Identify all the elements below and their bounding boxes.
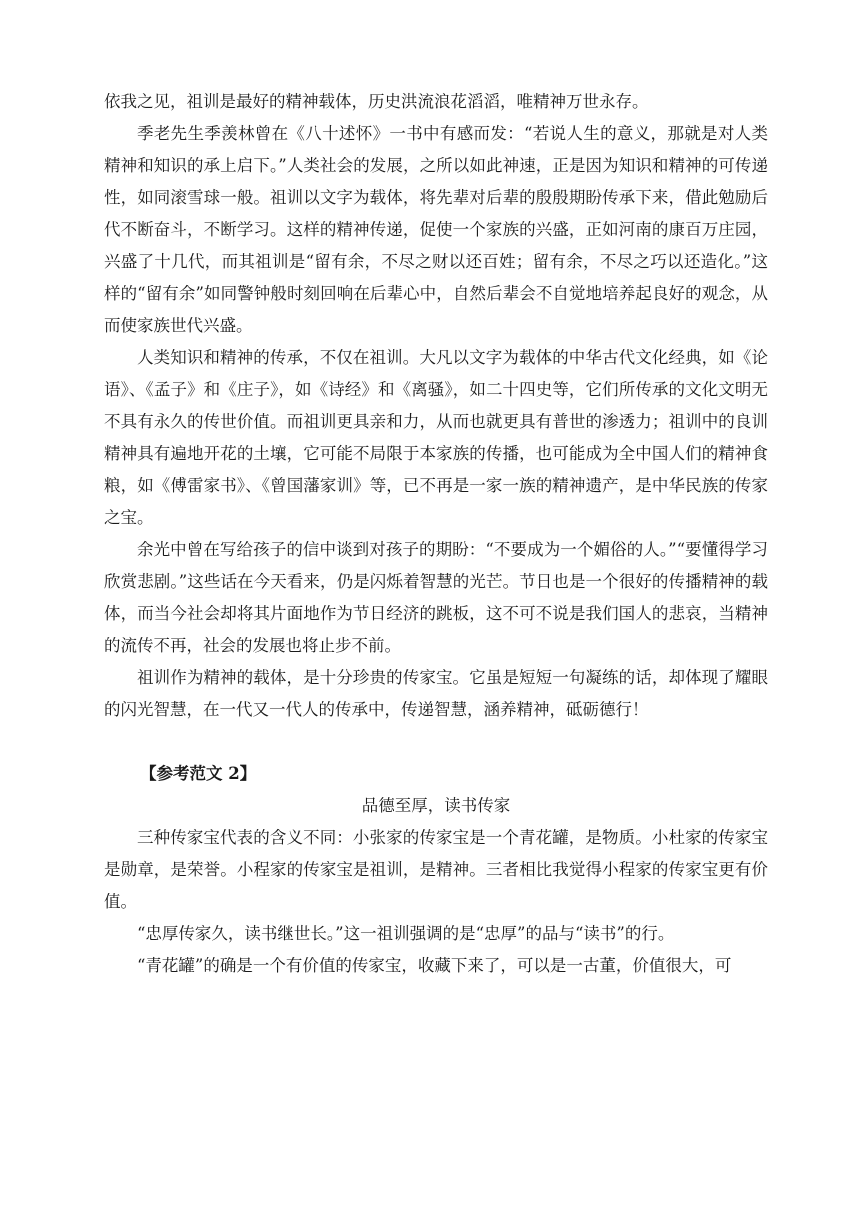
paragraph-conclusion: 祖训作为精神的载体，是十分珍贵的传家宝。它虽是短短一句凝练的话，却体现了耀眼的闪光智慧，在一代又一代人的传承中，传递智慧，涵养精神，砥砺德行！: [104, 668, 768, 719]
paragraph-conclusion-opening: 依我之见，祖训是最好的精神载体，历史洪流浪花滔滔，唯精神万世永存。: [104, 92, 649, 111]
reference-essay-label: 【参考范文 2】: [140, 764, 257, 783]
paragraph-three-heirlooms: 三种传家宝代表的含义不同：小张家的传家宝是一个青花罐，是物质。小杜家的传家宝是勋章，是荣誉。小程家的传家宝是祖训，是精神。三者相比我觉得小程家的传家宝更有价值。: [104, 828, 768, 911]
paragraph-family-motto: “忠厚传家久，读书继世长。”这一祖训强调的是“忠厚”的品与“读书”的行。: [137, 924, 675, 943]
paragraph-porcelain-jar: “青花罐”的确是一个有价值的传家宝，收藏下来了，可以是一古董，价值很大，可: [137, 956, 732, 975]
section-gap: [104, 726, 768, 758]
paragraph-ji-xianlin: 季老先生季羡林曾在《八十述怀》一书中有感而发：“若说人生的意义，那就是对人类精神和知识的承上启下。”人类社会的发展，之所以如此神速，正是因为知识和精神的可传递性，如同滚雪球一般。祖训以文字为载体，将先辈对后辈的殷殷期盼传承下来，借此勉励后代不断奋斗，不断学习。这样的精神传递，促使一个家族的兴盛，正如河南的康百万庄园，兴盛了十几代，而其祖训是“留有余，不尽之财以还百姓；留有余，不尽之巧以还造化。”这样的“留有余”如同警钟般时刻回响在后辈心中，自然后辈会不自觉地培养起良好的观念，从而使家族世代兴盛。: [104, 124, 768, 335]
paragraph-yu-guangzhong: 余光中曾在写给孩子的信中谈到对孩子的期盼：“不要成为一个媚俗的人。”“要懂得学习欣赏悲剧。”这些话在今天看来，仍是闪烁着智慧的光芒。节日也是一个很好的传播精神的载体，而当今社会却将其片面地作为节日经济的跳板，这不可不说是我们国人的悲哀，当精神的流传不再，社会的发展也将止步不前。: [104, 540, 768, 655]
essay-title: 品德至厚，读书传家: [361, 796, 511, 815]
paragraph-classics: 人类知识和精神的传承，不仅在祖训。大凡以文字为载体的中华古代文化经典，如《论语》、《孟子》和《庄子》，如《诗经》和《离骚》，如二十四史等，它们所传承的文化文明无不具有永久的传世价值。而祖训更具亲和力，从而也就更具有普世的渗透力；祖训中的良训精神具有遍地开花的土壤，它可能不局限于本家族的传播，也可能成为全中国人们的精神食粮，如《傅雷家书》、《曾国藩家训》等，已不再是一家一族的精神遗产，是中华民族的传家之宝。: [104, 348, 768, 527]
